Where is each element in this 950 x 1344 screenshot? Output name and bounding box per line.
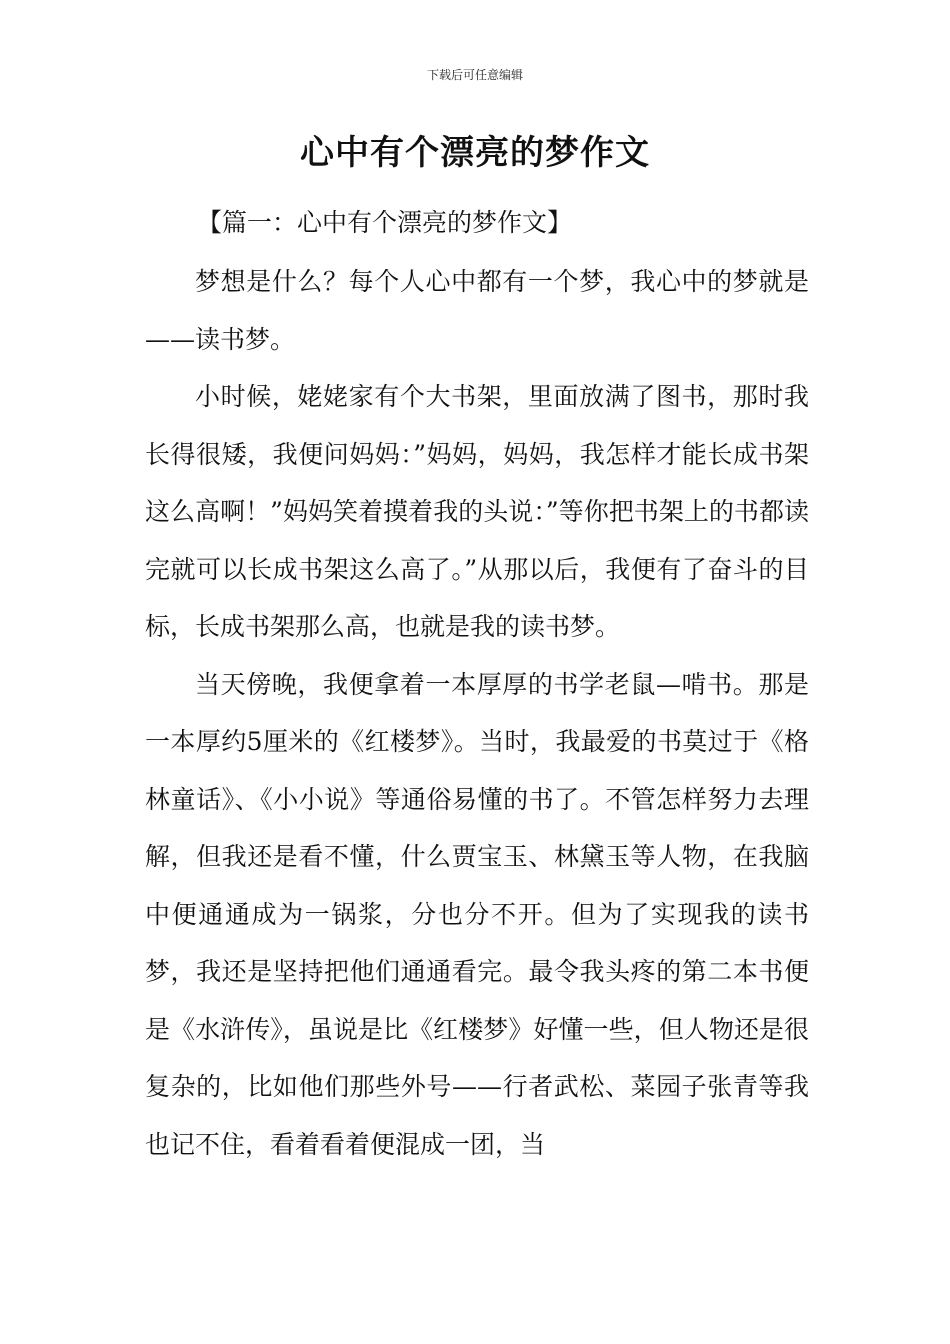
paragraph-1: 梦想是什么？每个人心中都有一个梦，我心中的梦就是——读书梦。 xyxy=(145,267,809,354)
document-title: 心中有个漂亮的梦作文 xyxy=(300,133,650,173)
paragraph-2: 小时候，姥姥家有个大书架，里面放满了图书，那时我长得很矮，我便问妈妈：”妈妈，妈妈，我怎样才能长成书架这么高啊！”妈妈笑着摸着我的头说：”等你把书架上的书都读完就可以长成书架这么高了。”从那以后，我便有了奋斗的目标，长成书架那么高，也就是我的读书梦。 xyxy=(145,382,809,641)
page-header-note: 下载后可任意编辑 xyxy=(426,68,523,82)
article-body xyxy=(145,253,809,1173)
paragraph-3: 当天傍晚，我便拿着一本厚厚的书学老鼠—啃书。那是一本厚约5厘米的《红楼梦》。当时，我最爱的书莫过于《格林童话》、《小小说》等通俗易懂的书了。不管怎样努力去理解，但我还是看不懂，什么贾宝玉、林黛玉等人物，在我脑中便通通成为一锅浆，分也分不开。但为了实现我的读书梦，我还是坚持把他们通通看完。最令我头疼的第二本书便是《水浒传》，虽说是比《红楼梦》好懂一些，但人物还是很复杂的，比如他们那些外号——行者武松、菜园子张青等我也记不住，看着看着便混成一团，当 xyxy=(145,669,809,1159)
section-heading: 【篇一：心中有个漂亮的梦作文】 xyxy=(197,208,573,237)
